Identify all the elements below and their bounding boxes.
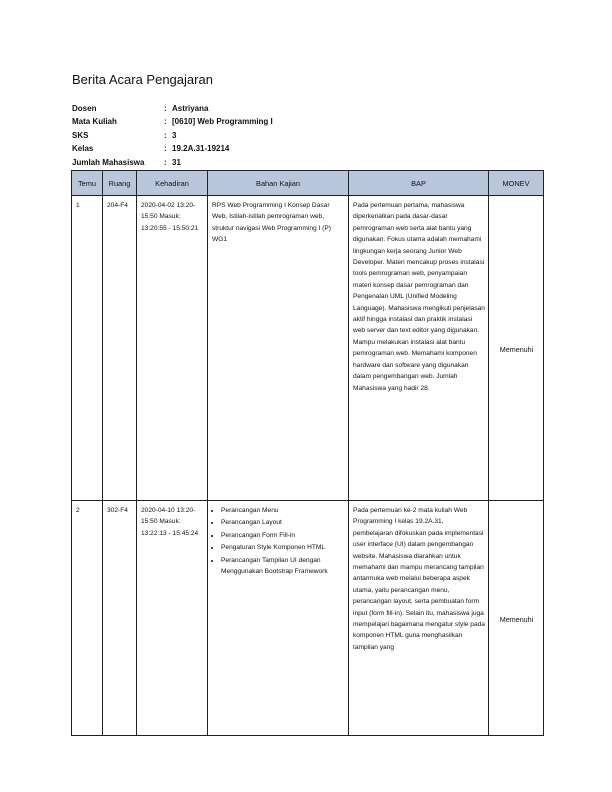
meta-row-mata-kuliah [72, 115, 273, 128]
header-ruang: Ruang [103, 171, 137, 196]
table-row [72, 196, 544, 501]
table-header-row [72, 171, 544, 196]
cell-monev: Memenuhi [489, 196, 544, 501]
meta-value: 31 [172, 157, 181, 167]
meta-row-jumlah-mahasiswa [72, 156, 273, 169]
cell-bap: Pada pertemuan pertama, mahasiswa diperkenalkan pada dasar-dasar pemrograman web serta alat bantu yang digunakan. Fokus utama adalah memahami lingkungan kerja seorang Junior Web Developer. Materi mencakup proses instalasi tools pemrograman web, penyampaian materi konsep dasar pemrograman dan Pengenalan UML (Unified Modeling Language). Mahasiswa mengikuti penjelasan aktif hingga instalasi dan praktik instalasi web server dan text editor yang digunakan. Mampu melakukan instalasi alat bantu pemrograman web. Memahami komponen hardware dan software yang digunakan dalam pengembangan web. Jumlah Mahasiswa yang hadir 28. [349, 196, 489, 501]
meta-row-kelas [72, 142, 273, 155]
header-kehadiran: Kehadiran [137, 171, 208, 196]
meta-key: Jumlah Mahasiswa [72, 157, 145, 167]
cell-bahan-kajian [208, 501, 349, 736]
teaching-log-table [71, 170, 544, 736]
page-title: Berita Acara Pengajaran [72, 72, 213, 87]
meta-sep: : [164, 104, 167, 113]
meta-row-dosen [72, 102, 273, 115]
cell-ruang: 204-F4 [103, 196, 137, 501]
meta-value: 19.2A.31-19214 [172, 144, 230, 154]
list-item: • Pengaturan Style Komponen HTML [221, 542, 345, 553]
meta-value: Astriyana [172, 104, 209, 113]
cell-temu: 1 [72, 196, 103, 501]
meta-sep: : [164, 130, 167, 140]
topic-list [212, 505, 345, 577]
meta-sep: : [164, 144, 167, 154]
header-bahan-kajian: Bahan Kajian [208, 171, 349, 196]
meta-key: Mata Kuliah [72, 117, 117, 127]
meta-value: [0610] Web Programming I [172, 117, 273, 127]
meta-row-sks [72, 129, 273, 142]
meta-key: SKS [72, 130, 89, 140]
cell-bahan-kajian: RPS Web Programming I Konsep Dasar Web, Istilah-istilah pemrograman web, struktur navigasi Web Programming I (P) WG1 [208, 196, 349, 501]
meta-key: Dosen [72, 104, 97, 113]
cell-monev: Memenuhi [489, 501, 544, 736]
header-monev: MONEV [489, 171, 544, 196]
meta-sep: : [164, 157, 167, 167]
cell-temu: 2 [72, 501, 103, 736]
meta-value: 3 [172, 130, 177, 140]
header-temu: Temu [72, 171, 103, 196]
cell-kehadiran: 2020-04-02 13:20-15:50 Masuk: 13:20:55 - 15:50:21 [137, 196, 208, 501]
meta-sep: : [164, 117, 167, 127]
list-item: • Perancangan Form Fill-in [221, 530, 345, 541]
list-item: • Perancangan Tampilan UI dengan Menggunakan Bootstrap Framework [221, 555, 345, 578]
header-bap: BAP [349, 171, 489, 196]
list-item: • Perancangan Layout [221, 517, 345, 528]
course-meta [72, 102, 273, 169]
meta-key: Kelas [72, 144, 94, 154]
cell-bap: Pada pertemuan ke-2 mata kuliah Web Programming I kelas 19.2A.31, pembelajaran difokuskan pada implementasi user interface (UI) dalam pengembangan website. Mahasiswa diarahkan untuk memahami dan mampu merancang tampilan antarmuka web melalui beberapa aspek utama, yaitu perancangan menu, perancangan layout, serta pembuatan form input (form fill-in). Selain itu, mahasiswa juga mempelajari bagaimana mengatur style pada komponen HTML guna menghasilkan tampilan yang [349, 501, 489, 736]
list-item: • Perancangan Menu [221, 505, 345, 516]
table-row [72, 501, 544, 736]
cell-kehadiran: 2020-04-10 13:20-15:50 Masuk: 13:22:13 - 15:45:24 [137, 501, 208, 736]
cell-ruang: 302-F4 [103, 501, 137, 736]
